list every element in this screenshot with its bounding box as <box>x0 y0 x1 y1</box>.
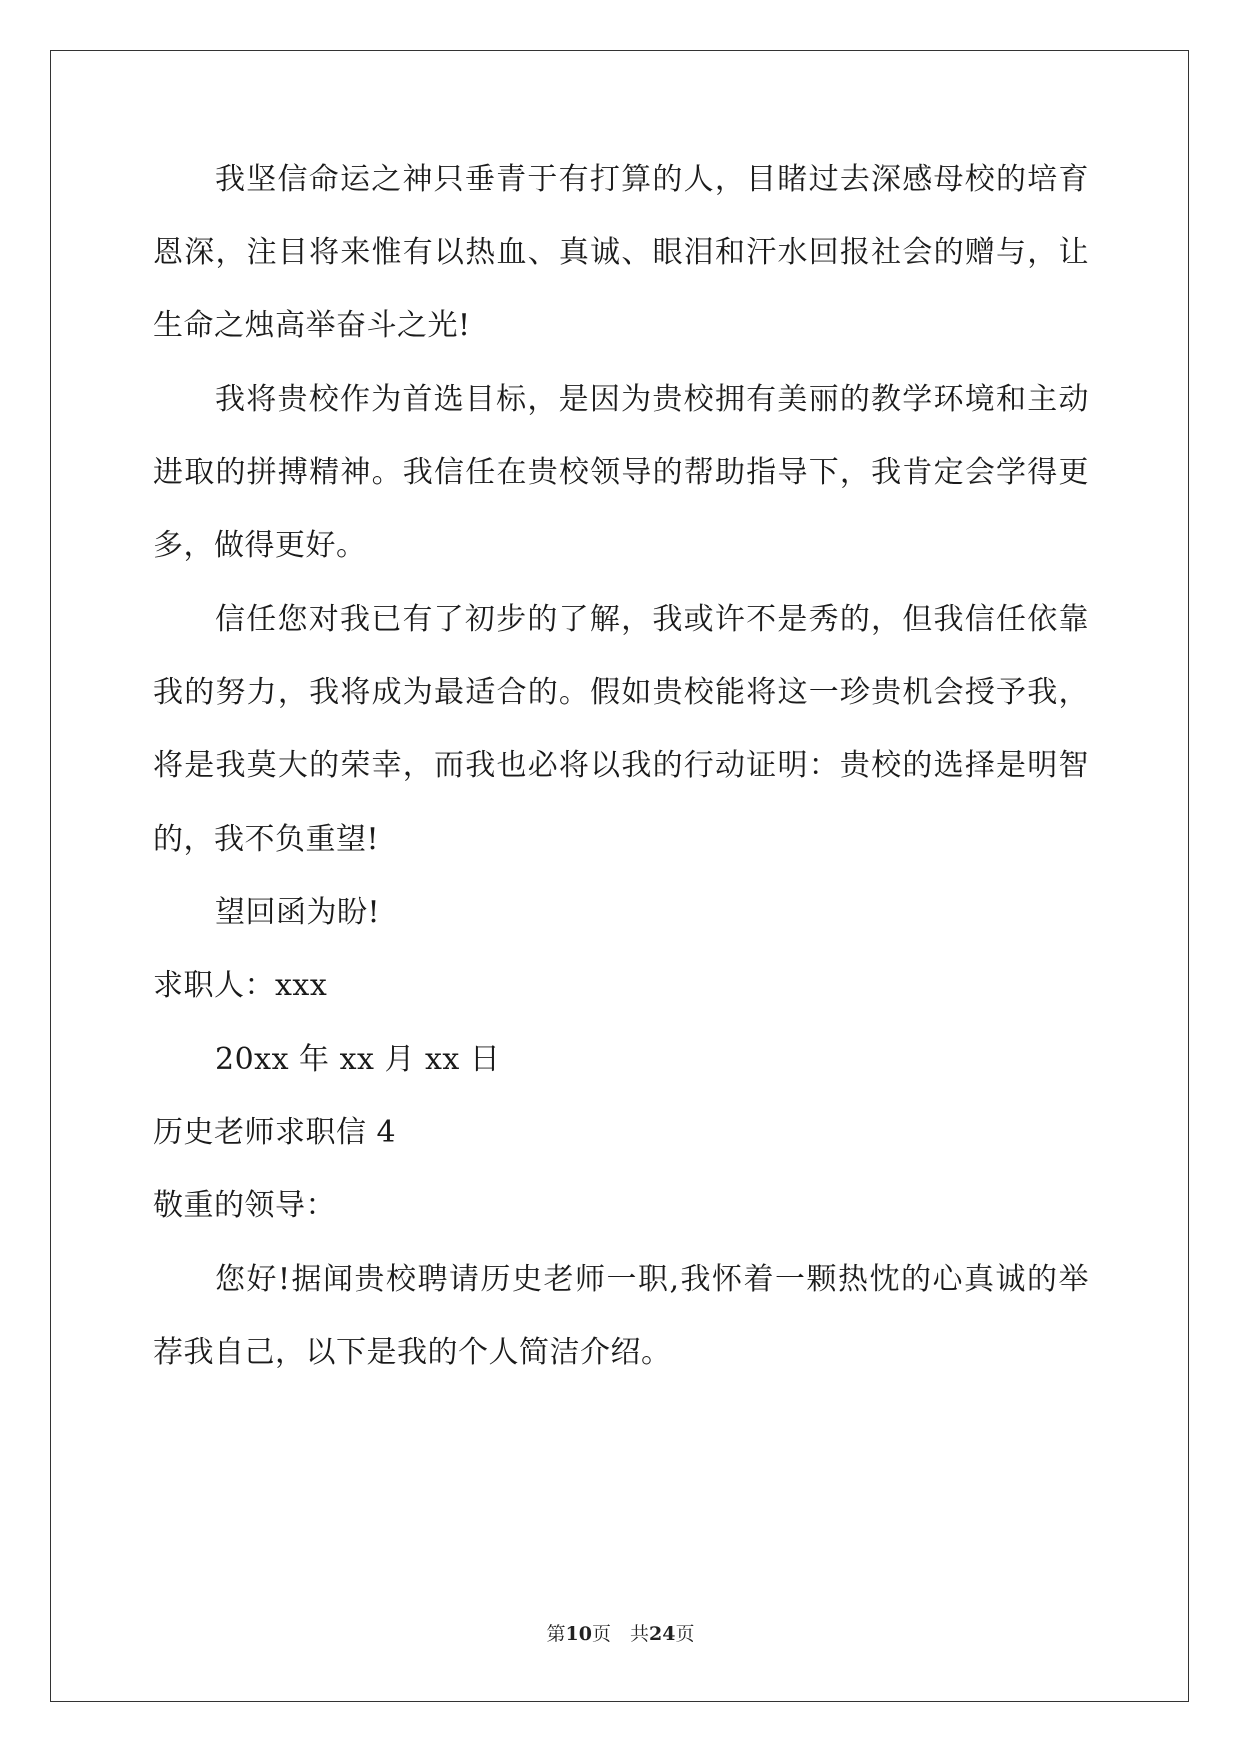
total-page-number: 24 <box>649 1623 676 1645</box>
footer-suffix: 页 <box>675 1623 695 1645</box>
current-page-number: 10 <box>565 1623 592 1645</box>
paragraph-3-line-4: 的，我不负重望! <box>153 822 380 857</box>
page-footer <box>0 1622 1241 1646</box>
closing-line: 望回函为盼! <box>215 895 381 930</box>
applicant-signature: 求职人：xxx <box>153 968 328 1003</box>
paragraph-4-line-1: 您好!据闻贵校聘请历史老师一职,我怀着一颗热忱的心真诚的举 <box>215 1262 1089 1297</box>
page-border <box>50 50 1189 1702</box>
paragraph-3-line-2: 我的努力，我将成为最适合的。假如贵校能将这一珍贵机会授予我， <box>153 675 1089 710</box>
paragraph-3-line-3: 将是我莫大的荣幸，而我也必将以我的行动证明：贵校的选择是明智 <box>153 748 1089 783</box>
section-title: 历史老师求职信 4 <box>153 1115 397 1150</box>
salutation: 敬重的领导： <box>153 1188 336 1223</box>
paragraph-1-line-2: 恩深，注目将来惟有以热血、真诚、眼泪和汗水回报社会的赠与，让 <box>153 235 1089 270</box>
paragraph-4-line-2: 荐我自己，以下是我的个人简洁介绍。 <box>153 1335 672 1370</box>
footer-prefix: 第 <box>546 1623 566 1645</box>
paragraph-2-line-3: 多，做得更好。 <box>153 528 367 563</box>
paragraph-3-line-1: 信任您对我已有了初步的了解，我或许不是秀的，但我信任依靠 <box>215 602 1089 637</box>
paragraph-1-line-1: 我坚信命运之神只垂青于有打算的人，目睹过去深感母校的培育 <box>215 162 1089 197</box>
footer-middle: 页 共 <box>591 1623 649 1645</box>
paragraph-1-line-3: 生命之烛高举奋斗之光! <box>153 308 471 343</box>
paragraph-2-line-2: 进取的拼搏精神。我信任在贵校领导的帮助指导下，我肯定会学得更 <box>153 455 1089 490</box>
letter-date: 20xx 年 xx 月 xx 日 <box>215 1042 501 1077</box>
paragraph-2-line-1: 我将贵校作为首选目标，是因为贵校拥有美丽的教学环境和主动 <box>215 382 1089 417</box>
